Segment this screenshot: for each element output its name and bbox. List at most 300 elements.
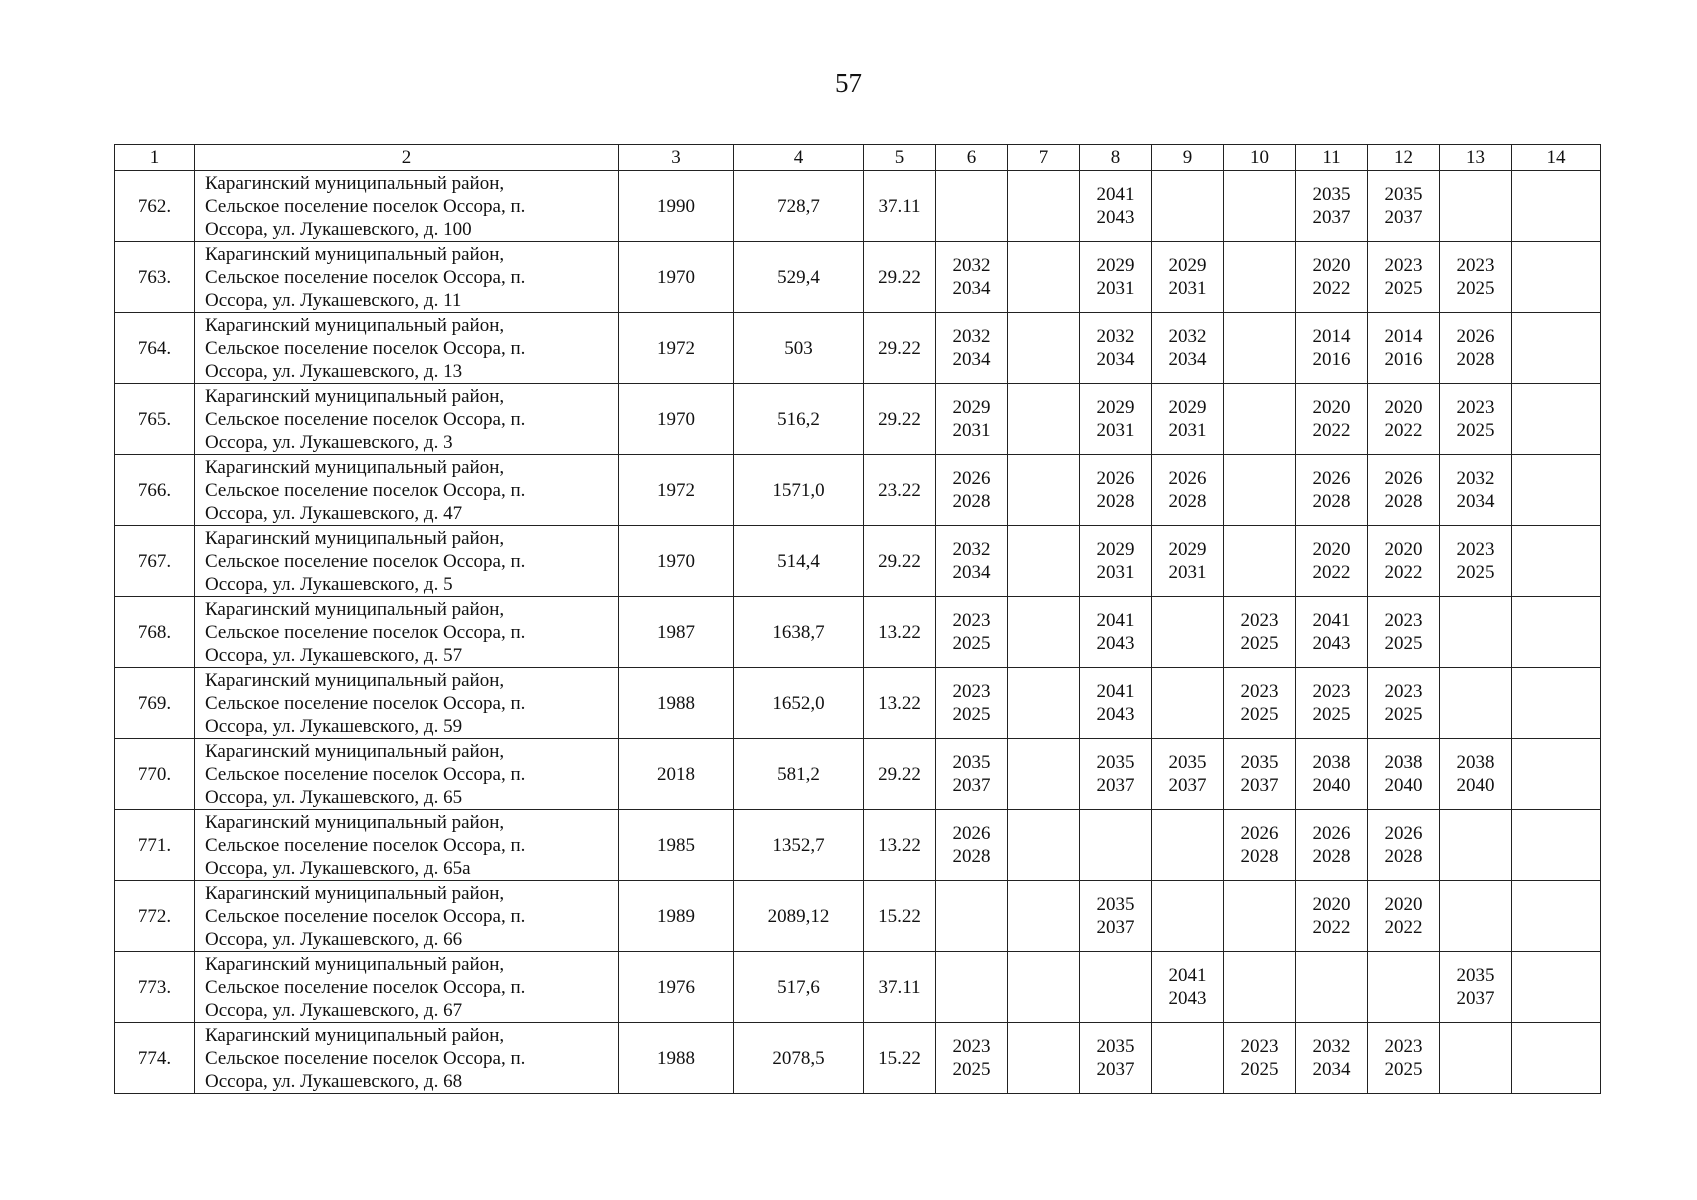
table-row: [115, 952, 1601, 1023]
year-range-line: 2023: [952, 1036, 991, 1057]
address-line: Оссора, ул. Лукашевского, д. 3: [205, 431, 453, 453]
year-range-line: 2028: [1312, 846, 1351, 867]
column-header: 1: [115, 145, 195, 171]
year-range-line: 2029: [1096, 539, 1135, 560]
address-line: Сельское поселение поселок Оссора, п.: [205, 1047, 526, 1069]
area-cell: 503: [734, 313, 864, 384]
year-range-line: 2023: [1312, 681, 1351, 702]
period-cell-c7: [1008, 526, 1080, 597]
year-range-line: 2029: [1168, 255, 1207, 276]
address-cell: [195, 1023, 619, 1094]
period-cell-c6: [936, 739, 1008, 810]
year-range-line: 2026: [1456, 326, 1495, 347]
row-number-cell: 772.: [115, 881, 195, 952]
period-cell-c6: [936, 242, 1008, 313]
year-range-line: 2037: [1096, 1059, 1135, 1080]
year-cell: 1990: [619, 171, 734, 242]
period-cell-c6: [936, 171, 1008, 242]
address-line: Карагинский муниципальный район,: [205, 385, 505, 407]
code-cell: 13.22: [864, 810, 936, 881]
year-range-line: 2025: [952, 1059, 991, 1080]
period-cell-c9: [1152, 313, 1224, 384]
period-cell-c9: [1152, 881, 1224, 952]
year-range-line: 2025: [1384, 278, 1423, 299]
year-range-line: 2028: [1096, 491, 1135, 512]
year-range-line: 2020: [1384, 539, 1423, 560]
period-cell-c8: [1080, 881, 1152, 952]
year-range-line: 2025: [1384, 704, 1423, 725]
address-line: Сельское поселение поселок Оссора, п.: [205, 195, 526, 217]
year-range-line: 2043: [1096, 207, 1135, 228]
year-range-line: 2037: [1384, 207, 1423, 228]
year-range-line: 2025: [1456, 562, 1495, 583]
period-cell-c9: [1152, 384, 1224, 455]
table-body: [115, 171, 1601, 1094]
period-cell-c13: [1440, 881, 1512, 952]
year-range-line: 2031: [1168, 278, 1207, 299]
period-cell-c8: [1080, 455, 1152, 526]
address-line: Сельское поселение поселок Оссора, п.: [205, 763, 526, 785]
year-range-line: 2016: [1384, 349, 1423, 370]
period-cell-c9: [1152, 952, 1224, 1023]
address-line: Сельское поселение поселок Оссора, п.: [205, 266, 526, 288]
period-cell-c8: [1080, 313, 1152, 384]
table-row: [115, 171, 1601, 242]
period-cell-c10: [1224, 384, 1296, 455]
period-cell-c12: [1368, 597, 1440, 668]
period-cell-c11: [1296, 526, 1368, 597]
period-cell-c11: [1296, 455, 1368, 526]
address-line: Карагинский муниципальный район,: [205, 953, 505, 975]
period-cell-c9: [1152, 668, 1224, 739]
code-cell: 13.22: [864, 668, 936, 739]
address-line: Оссора, ул. Лукашевского, д. 66: [205, 928, 463, 950]
year-range-line: 2026: [952, 468, 991, 489]
year-range-line: 2035: [1096, 894, 1135, 915]
year-range-line: 2032: [952, 326, 991, 347]
year-range-line: 2037: [1096, 917, 1135, 938]
year-range-line: 2026: [1384, 468, 1423, 489]
row-number-cell: 765.: [115, 384, 195, 455]
period-cell-c13: [1440, 313, 1512, 384]
year-cell: 1988: [619, 668, 734, 739]
code-cell: 29.22: [864, 242, 936, 313]
year-range-line: 2022: [1384, 420, 1423, 441]
year-range-line: 2022: [1312, 917, 1351, 938]
code-cell: 37.11: [864, 171, 936, 242]
address-cell: [195, 668, 619, 739]
period-cell-c6: [936, 668, 1008, 739]
address-cell: [195, 242, 619, 313]
period-cell-c13: [1440, 171, 1512, 242]
year-range-line: 2031: [1168, 562, 1207, 583]
year-range-line: 2020: [1312, 539, 1351, 560]
period-cell-c12: [1368, 1023, 1440, 1094]
code-cell: 15.22: [864, 881, 936, 952]
period-cell-c12: [1368, 952, 1440, 1023]
period-cell-c6: [936, 455, 1008, 526]
column-header: 12: [1368, 145, 1440, 171]
year-range-line: 2022: [1384, 917, 1423, 938]
year-range-line: 2037: [1096, 775, 1135, 796]
period-cell-c9: [1152, 526, 1224, 597]
period-cell-c10: [1224, 881, 1296, 952]
year-range-line: 2035: [1384, 184, 1423, 205]
year-range-line: 2023: [1240, 1036, 1279, 1057]
period-cell-c10: [1224, 171, 1296, 242]
year-range-line: 2034: [952, 349, 991, 370]
code-cell: 29.22: [864, 384, 936, 455]
year-range-line: 2029: [952, 397, 991, 418]
year-range-line: 2038: [1312, 752, 1351, 773]
address-cell: [195, 739, 619, 810]
period-cell-c13: [1440, 526, 1512, 597]
year-range-line: 2037: [1312, 207, 1351, 228]
year-range-line: 2026: [1384, 823, 1423, 844]
table-row: [115, 526, 1601, 597]
year-range-line: 2031: [1096, 562, 1135, 583]
year-range-line: 2043: [1312, 633, 1351, 654]
code-cell: 23.22: [864, 455, 936, 526]
address-cell: [195, 597, 619, 668]
year-range-line: 2020: [1312, 397, 1351, 418]
table-row: [115, 455, 1601, 526]
year-range-line: 2023: [1456, 255, 1495, 276]
period-cell-c6: [936, 526, 1008, 597]
period-cell-c7: [1008, 455, 1080, 526]
address-cell: [195, 952, 619, 1023]
column-header: 4: [734, 145, 864, 171]
year-range-line: 2028: [1240, 846, 1279, 867]
year-range-line: 2041: [1312, 610, 1351, 631]
period-cell-c10: [1224, 242, 1296, 313]
row-number-cell: 763.: [115, 242, 195, 313]
period-cell-c9: [1152, 597, 1224, 668]
period-cell-c13: [1440, 455, 1512, 526]
column-number-row: [115, 145, 1601, 171]
year-range-line: 2025: [952, 633, 991, 654]
year-range-line: 2034: [1096, 349, 1135, 370]
year-cell: 1989: [619, 881, 734, 952]
year-range-line: 2020: [1384, 397, 1423, 418]
address-line: Оссора, ул. Лукашевского, д. 65а: [205, 857, 471, 879]
period-cell-c6: [936, 384, 1008, 455]
row-number-cell: 762.: [115, 171, 195, 242]
period-cell-c11: [1296, 810, 1368, 881]
area-cell: 514,4: [734, 526, 864, 597]
table-row: [115, 242, 1601, 313]
code-cell: 29.22: [864, 526, 936, 597]
year-range-line: 2028: [952, 491, 991, 512]
area-cell: 728,7: [734, 171, 864, 242]
column-header: 3: [619, 145, 734, 171]
area-cell: 529,4: [734, 242, 864, 313]
year-range-line: 2032: [1096, 326, 1135, 347]
period-cell-c12: [1368, 171, 1440, 242]
row-number-cell: 767.: [115, 526, 195, 597]
period-cell-c10: [1224, 597, 1296, 668]
address-line: Карагинский муниципальный район,: [205, 172, 505, 194]
year-range-line: 2020: [1312, 255, 1351, 276]
year-range-line: 2026: [1312, 823, 1351, 844]
year-range-line: 2026: [1240, 823, 1279, 844]
year-range-line: 2014: [1312, 326, 1351, 347]
period-cell-c12: [1368, 384, 1440, 455]
year-cell: 1985: [619, 810, 734, 881]
area-cell: 1652,0: [734, 668, 864, 739]
period-cell-c14: [1512, 739, 1601, 810]
year-range-line: 2031: [1168, 420, 1207, 441]
year-range-line: 2043: [1096, 704, 1135, 725]
period-cell-c11: [1296, 881, 1368, 952]
year-range-line: 2032: [1312, 1036, 1351, 1057]
year-cell: 1970: [619, 384, 734, 455]
address-line: Сельское поселение поселок Оссора, п.: [205, 408, 526, 430]
year-range-line: 2022: [1384, 562, 1423, 583]
period-cell-c13: [1440, 810, 1512, 881]
period-cell-c8: [1080, 526, 1152, 597]
period-cell-c9: [1152, 739, 1224, 810]
table-row: [115, 597, 1601, 668]
period-cell-c14: [1512, 668, 1601, 739]
year-cell: 2018: [619, 739, 734, 810]
year-range-line: 2028: [952, 846, 991, 867]
period-cell-c6: [936, 597, 1008, 668]
address-line: Оссора, ул. Лукашевского, д. 65: [205, 786, 463, 808]
year-range-line: 2041: [1096, 681, 1135, 702]
year-range-line: 2023: [1384, 610, 1423, 631]
year-range-line: 2023: [952, 610, 991, 631]
column-header: 10: [1224, 145, 1296, 171]
year-range-line: 2029: [1168, 539, 1207, 560]
period-cell-c11: [1296, 952, 1368, 1023]
column-header: 11: [1296, 145, 1368, 171]
year-range-line: 2029: [1096, 397, 1135, 418]
year-range-line: 2040: [1456, 775, 1495, 796]
year-range-line: 2029: [1168, 397, 1207, 418]
year-range-line: 2035: [1240, 752, 1279, 773]
column-header: 5: [864, 145, 936, 171]
period-cell-c9: [1152, 171, 1224, 242]
year-range-line: 2026: [1312, 468, 1351, 489]
year-range-line: 2031: [1096, 420, 1135, 441]
period-cell-c10: [1224, 739, 1296, 810]
period-cell-c12: [1368, 242, 1440, 313]
year-range-line: 2028: [1384, 846, 1423, 867]
year-cell: 1972: [619, 313, 734, 384]
period-cell-c14: [1512, 1023, 1601, 1094]
year-range-line: 2023: [1240, 681, 1279, 702]
year-range-line: 2031: [952, 420, 991, 441]
period-cell-c7: [1008, 739, 1080, 810]
period-cell-c7: [1008, 313, 1080, 384]
year-range-line: 2028: [1456, 349, 1495, 370]
code-cell: 15.22: [864, 1023, 936, 1094]
year-range-line: 2026: [1096, 468, 1135, 489]
year-range-line: 2025: [1384, 1059, 1423, 1080]
period-cell-c14: [1512, 313, 1601, 384]
year-range-line: 2022: [1312, 420, 1351, 441]
address-line: Оссора, ул. Лукашевского, д. 11: [205, 289, 462, 311]
period-cell-c12: [1368, 881, 1440, 952]
period-cell-c10: [1224, 810, 1296, 881]
table-row: [115, 313, 1601, 384]
year-range-line: 2032: [1456, 468, 1495, 489]
period-cell-c6: [936, 313, 1008, 384]
table-row: [115, 881, 1601, 952]
year-range-line: 2040: [1312, 775, 1351, 796]
period-cell-c9: [1152, 1023, 1224, 1094]
year-cell: 1987: [619, 597, 734, 668]
year-range-line: 2025: [1240, 1059, 1279, 1080]
period-cell-c7: [1008, 242, 1080, 313]
year-range-line: 2022: [1312, 562, 1351, 583]
area-cell: 1352,7: [734, 810, 864, 881]
code-cell: 13.22: [864, 597, 936, 668]
row-number-cell: 770.: [115, 739, 195, 810]
year-range-line: 2020: [1312, 894, 1351, 915]
area-cell: 581,2: [734, 739, 864, 810]
period-cell-c14: [1512, 526, 1601, 597]
period-cell-c13: [1440, 597, 1512, 668]
address-line: Карагинский муниципальный район,: [205, 669, 505, 691]
year-range-line: 2023: [1384, 1036, 1423, 1057]
address-line: Карагинский муниципальный район,: [205, 811, 505, 833]
year-range-line: 2041: [1096, 184, 1135, 205]
period-cell-c11: [1296, 313, 1368, 384]
address-cell: [195, 526, 619, 597]
address-line: Карагинский муниципальный район,: [205, 740, 505, 762]
period-cell-c6: [936, 1023, 1008, 1094]
column-header: 9: [1152, 145, 1224, 171]
year-range-line: 2034: [952, 278, 991, 299]
year-range-line: 2023: [952, 681, 991, 702]
year-range-line: 2035: [1456, 965, 1495, 986]
period-cell-c11: [1296, 384, 1368, 455]
column-header: 8: [1080, 145, 1152, 171]
period-cell-c14: [1512, 597, 1601, 668]
year-range-line: 2028: [1384, 491, 1423, 512]
address-line: Карагинский муниципальный район,: [205, 314, 505, 336]
period-cell-c7: [1008, 171, 1080, 242]
column-header: 7: [1008, 145, 1080, 171]
year-range-line: 2032: [952, 255, 991, 276]
period-cell-c8: [1080, 739, 1152, 810]
address-line: Оссора, ул. Лукашевского, д. 100: [205, 218, 472, 240]
period-cell-c10: [1224, 952, 1296, 1023]
row-number-cell: 773.: [115, 952, 195, 1023]
address-line: Карагинский муниципальный район,: [205, 1024, 505, 1046]
period-cell-c14: [1512, 810, 1601, 881]
area-cell: 517,6: [734, 952, 864, 1023]
year-range-line: 2014: [1384, 326, 1423, 347]
address-line: Оссора, ул. Лукашевского, д. 59: [205, 715, 463, 737]
row-number-cell: 771.: [115, 810, 195, 881]
address-cell: [195, 171, 619, 242]
year-range-line: 2043: [1096, 633, 1135, 654]
address-line: Оссора, ул. Лукашевского, д. 67: [205, 999, 463, 1021]
period-cell-c8: [1080, 171, 1152, 242]
period-cell-c8: [1080, 668, 1152, 739]
column-header: 14: [1512, 145, 1601, 171]
year-range-line: 2043: [1168, 988, 1207, 1009]
period-cell-c7: [1008, 1023, 1080, 1094]
period-cell-c12: [1368, 810, 1440, 881]
year-range-line: 2035: [1096, 752, 1135, 773]
period-cell-c7: [1008, 384, 1080, 455]
row-number-cell: 764.: [115, 313, 195, 384]
period-cell-c6: [936, 881, 1008, 952]
period-cell-c7: [1008, 952, 1080, 1023]
year-range-line: 2040: [1384, 775, 1423, 796]
period-cell-c10: [1224, 668, 1296, 739]
year-range-line: 2020: [1384, 894, 1423, 915]
year-range-line: 2023: [1384, 255, 1423, 276]
address-line: Оссора, ул. Лукашевского, д. 47: [205, 502, 463, 524]
row-number-cell: 766.: [115, 455, 195, 526]
period-cell-c14: [1512, 455, 1601, 526]
code-cell: 29.22: [864, 313, 936, 384]
period-cell-c13: [1440, 1023, 1512, 1094]
period-cell-c12: [1368, 526, 1440, 597]
year-range-line: 2041: [1168, 965, 1207, 986]
year-range-line: 2037: [1240, 775, 1279, 796]
year-cell: 1988: [619, 1023, 734, 1094]
year-range-line: 2025: [1456, 420, 1495, 441]
page-number: 57: [835, 68, 862, 98]
period-cell-c11: [1296, 242, 1368, 313]
period-cell-c12: [1368, 455, 1440, 526]
year-range-line: 2038: [1384, 752, 1423, 773]
year-range-line: 2023: [1456, 397, 1495, 418]
year-cell: 1976: [619, 952, 734, 1023]
period-cell-c7: [1008, 881, 1080, 952]
address-line: Сельское поселение поселок Оссора, п.: [205, 479, 526, 501]
area-cell: 516,2: [734, 384, 864, 455]
year-range-line: 2031: [1096, 278, 1135, 299]
year-range-line: 2023: [1240, 610, 1279, 631]
code-cell: 29.22: [864, 739, 936, 810]
year-range-line: 2026: [1168, 468, 1207, 489]
year-range-line: 2032: [952, 539, 991, 560]
period-cell-c8: [1080, 597, 1152, 668]
area-cell: 2089,12: [734, 881, 864, 952]
address-line: Оссора, ул. Лукашевского, д. 5: [205, 573, 453, 595]
year-range-line: 2041: [1096, 610, 1135, 631]
period-cell-c14: [1512, 171, 1601, 242]
year-range-line: 2026: [952, 823, 991, 844]
area-cell: 2078,5: [734, 1023, 864, 1094]
row-number-cell: 769.: [115, 668, 195, 739]
period-cell-c13: [1440, 668, 1512, 739]
year-range-line: 2025: [952, 704, 991, 725]
address-line: Карагинский муниципальный район,: [205, 456, 505, 478]
year-range-line: 2025: [1312, 704, 1351, 725]
period-cell-c9: [1152, 455, 1224, 526]
period-cell-c6: [936, 810, 1008, 881]
period-cell-c6: [936, 952, 1008, 1023]
year-cell: 1970: [619, 526, 734, 597]
period-cell-c7: [1008, 810, 1080, 881]
year-range-line: 2037: [1456, 988, 1495, 1009]
period-cell-c14: [1512, 952, 1601, 1023]
period-cell-c12: [1368, 668, 1440, 739]
period-cell-c14: [1512, 881, 1601, 952]
code-cell: 37.11: [864, 952, 936, 1023]
area-cell: 1638,7: [734, 597, 864, 668]
address-line: Оссора, ул. Лукашевского, д. 57: [205, 644, 463, 666]
period-cell-c13: [1440, 242, 1512, 313]
